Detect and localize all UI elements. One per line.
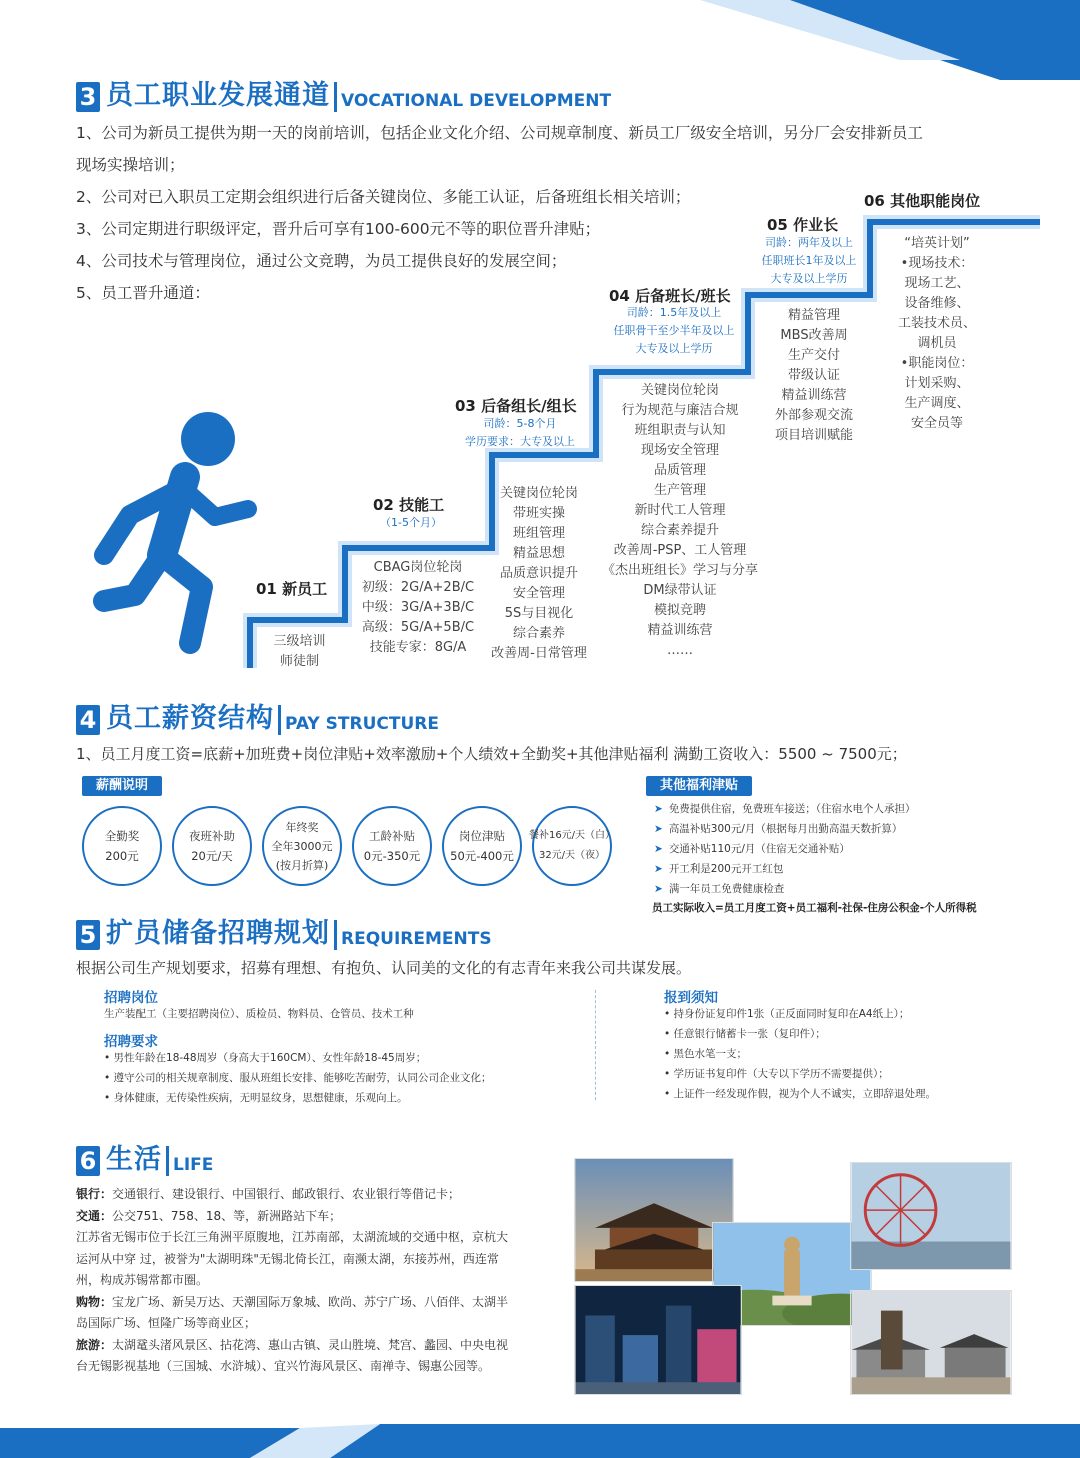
- bank-label: 银行：: [76, 1187, 113, 1201]
- stage-item: 安全管理: [512, 586, 565, 601]
- dashed-divider: [595, 990, 596, 1100]
- circle-line: 工龄补贴: [369, 829, 415, 843]
- s3-para-3: 3、公司定期进行职级评定，晋升后可享有100-600元不等的职位晋升津贴；: [76, 220, 601, 238]
- section5-title-cn: 扩员储备招聘规划: [106, 918, 330, 949]
- welfare-text: 交通补贴110元/月（住宿无交通补贴）: [668, 843, 850, 855]
- stage-item: •现场技术：: [900, 256, 974, 271]
- travel-text: 台无锡影视基地（三国城、水浒城）、宜兴竹海风景区、南禅寺、锡惠公园等。: [76, 1359, 491, 1373]
- stage-item: 计划采购、: [904, 376, 970, 391]
- section6-number: 6: [76, 1146, 100, 1176]
- stage-item: 高级：5G/A+5B/C: [361, 620, 475, 635]
- stage-01-title: 01 新员工: [256, 580, 328, 598]
- shop-text: 岛国际广场、恒隆广场等商业区；: [76, 1316, 257, 1330]
- circle-line: 32元/天（夜）: [538, 850, 606, 861]
- stage-03-list: [484, 484, 594, 664]
- section4-title-cn: 员工薪资结构: [106, 703, 274, 734]
- circle-line: 200元: [105, 849, 139, 863]
- welfare-item: [654, 839, 916, 859]
- stage-item: 中级：3G/A+3B/C: [361, 600, 475, 615]
- stage-item: 设备维修、: [904, 296, 970, 311]
- section4-title-en: PAY STRUCTURE: [285, 714, 439, 734]
- welfare-item: [654, 799, 916, 819]
- life-traffic: [76, 1206, 508, 1228]
- stage-01-list: [262, 632, 337, 672]
- s3-para-1b: 现场实操培训；: [76, 156, 185, 174]
- stage-item: MBS改善周: [780, 328, 848, 343]
- circle-line: 全年3000元: [271, 839, 333, 853]
- section6-title-en: LIFE: [173, 1155, 214, 1175]
- bank-text: 交通银行、建设银行、中国银行、邮政银行、农业银行等借记卡；: [112, 1187, 461, 1201]
- stage-item: 精益管理: [787, 308, 840, 323]
- salary-formula: 1、员工月度工资=底薪+加班费+岗位津贴+效率激励+个人绩效+全勤奖+其他津贴福利 满勤工资收入：5500 ~ 7500元；: [76, 745, 907, 763]
- requirement-item: • 遵守公司的相关规章制度、服从班组长安排、能够吃苦耐劳，认同公司企业文化；: [104, 1072, 492, 1084]
- travel-text: 太湖鼋头渚风景区、拈花湾、惠山古镇、灵山胜境、梵宫、蠡园、中央电视: [112, 1337, 509, 1352]
- stage-item: 初级：2G/A+2B/C: [361, 580, 475, 595]
- stage-item: 新时代工人管理: [634, 503, 726, 518]
- notice-item: • 学历证书复印件（大专以下学历不需要提供）；: [664, 1068, 889, 1080]
- welfare-item: [654, 819, 916, 839]
- life-bank: [76, 1184, 508, 1206]
- welfare-text: 免费提供住宿，免费班车接送；（住宿水电个人承担）: [668, 803, 916, 815]
- positions-heading: 招聘岗位: [104, 990, 158, 1006]
- stage-item: 关键岗位轮岗: [640, 383, 719, 398]
- salary-circle-seniority: [352, 806, 432, 886]
- stage-item: 精益训练营: [781, 388, 847, 403]
- photo-ferris-wheel: [850, 1162, 1012, 1270]
- stage-item: 品质管理: [653, 463, 706, 478]
- circle-line: 岗位津贴: [459, 829, 505, 843]
- stage-item: 改善周-PSP、工人管理: [613, 543, 747, 558]
- stage-item: 模拟竞聘: [653, 603, 706, 618]
- salary-circle-meal: [528, 806, 616, 886]
- stage-item: 带班实操: [512, 506, 565, 521]
- requirements-list: [104, 1048, 492, 1108]
- stage-02-sub: [380, 514, 442, 532]
- s3-para-2: 2、公司对已入职员工定期会组织进行后备关键岗位、多能工认证，后备班组长相关培训；: [76, 188, 691, 206]
- stage-item: 安全员等: [910, 416, 963, 431]
- stage-item: 生产管理: [653, 483, 706, 498]
- notice-item: • 黑色水笔一支；: [664, 1048, 748, 1060]
- shop-text: 宝龙广场、新吴万达、天潮国际万象城、欧尚、苏宁广场、八佰伴、太湖半: [112, 1294, 509, 1309]
- circle-line: 50元-400元: [450, 849, 514, 863]
- travel-label: 旅游：: [76, 1337, 113, 1352]
- stage-item: 关键岗位轮岗: [499, 486, 578, 501]
- bottom-decor: [0, 1408, 1080, 1458]
- circle-line: (按月折算): [275, 858, 329, 872]
- life-shop: [76, 1292, 508, 1314]
- recruit-intro: 根据公司生产规划要求，招募有理想、有抱负、认同美的文化的有志青年来我公司共谋发展。: [76, 959, 692, 977]
- stage-sub-line: 大专及以上学历: [635, 342, 713, 355]
- stage-item: 现场安全管理: [640, 443, 719, 458]
- stage-item: DM绿带认证: [643, 583, 717, 598]
- stage-03-sub: [455, 415, 585, 451]
- stage-item: 技能专家：8G/A: [369, 640, 467, 655]
- stage-item: 《杰出班组长》学习与分享: [601, 563, 758, 578]
- stage-sub-line: 任职班长1年及以上: [761, 254, 857, 267]
- stage-item: 三级培训: [273, 634, 326, 649]
- stage-item: 生产交付: [787, 348, 840, 363]
- stage-sub-line: 司龄：1.5年及以上: [626, 306, 722, 319]
- stage-item: 精益思想: [512, 546, 565, 561]
- traffic-text: 公交751、758、18、等，新洲路站下车；: [112, 1208, 342, 1223]
- welfare-tag: 其他福利津贴: [646, 776, 752, 796]
- circle-line: 夜班补助: [189, 829, 235, 843]
- stage-05-title: 05 作业长: [767, 216, 839, 234]
- circle-line: 全勤奖: [104, 829, 140, 843]
- shop-label: 购物：: [76, 1294, 113, 1309]
- stage-sub-line: 大专及以上学历: [770, 272, 848, 285]
- welfare-item: [654, 879, 916, 899]
- welfare-text: 开工利是200元开工红包: [668, 863, 784, 875]
- stage-sub-line: 任职骨干至少半年及以上: [613, 324, 735, 337]
- city-line: 运河从中穿 过，被誉为"太湖明珠"无锡北倚长江，南濒太湖，东接苏州，西连常: [76, 1251, 499, 1266]
- photo-temple: [574, 1158, 734, 1282]
- stage-item: 班组管理: [512, 526, 565, 541]
- salary-circle-night: [172, 806, 252, 886]
- welfare-list: [654, 799, 916, 899]
- section5-title-en: REQUIREMENTS: [341, 929, 492, 949]
- requirements-heading: 招聘要求: [104, 1034, 158, 1050]
- stage-item: •职能岗位：: [900, 356, 974, 371]
- stage-item: CBAG岗位轮岗: [373, 560, 463, 575]
- s3-para-1: 1、公司为新员工提供为期一天的岗前培训，包括企业文化介绍、公司规章制度、新员工厂级安全培训，另分厂会安排新员工: [76, 124, 923, 142]
- stage-item: 品质意识提升: [499, 566, 578, 581]
- stage-04-sub: [604, 304, 744, 358]
- circle-line: 年终奖: [285, 820, 319, 834]
- stage-item: 综合素养提升: [640, 523, 719, 538]
- requirement-item: • 身体健康，无传染性疾病，无明显纹身，思想健康，乐观向上。: [104, 1092, 408, 1104]
- welfare-text: 满一年员工免费健康检查: [668, 883, 785, 895]
- stage-04-title: 04 后备班长/班长: [609, 287, 731, 305]
- stage-item: 工装技术员、: [897, 316, 976, 331]
- stage-05-sub: [752, 234, 866, 288]
- city-line: 江苏省无锡市位于长江三角洲平原腹地，江苏南部，太湖流域的交通中枢，京杭大: [76, 1230, 509, 1244]
- divider: [166, 1146, 169, 1176]
- stage-05-list: [758, 306, 870, 446]
- stage-sub-line: 学历要求：大专及以上: [465, 435, 575, 448]
- notice-item: • 任意银行储蓄卡一张（复印件）；: [664, 1028, 826, 1040]
- life-travel: [76, 1335, 508, 1357]
- s3-para-4: 4、公司技术与管理岗位，通过公文竞聘，为员工提供良好的发展空间；: [76, 252, 567, 270]
- stage-04-list: [598, 381, 762, 661]
- photo-city-night: [574, 1285, 742, 1395]
- life-text: [76, 1184, 508, 1378]
- section6-title-cn: 生活: [106, 1144, 162, 1175]
- stage-item: 调机员: [917, 336, 957, 351]
- requirement-item: • 男性年龄在18-48周岁（身高大于160CM）、女性年龄18-45周岁；: [104, 1052, 427, 1064]
- divider: [278, 705, 281, 735]
- salary-circle-yearend: [262, 806, 342, 886]
- stage-item: 行为规范与廉洁合规: [621, 403, 739, 418]
- circle-line: 0元-350元: [363, 849, 421, 863]
- section4-heading: [76, 703, 439, 735]
- stage-item: 师徒制: [279, 654, 319, 669]
- salary-circle-attendance: [82, 806, 162, 886]
- stage-sub-line: 司龄：两年及以上: [765, 236, 853, 249]
- stage-item: 改善周-日常管理: [491, 646, 587, 661]
- stage-06-title: 06 其他职能岗位: [864, 192, 981, 210]
- circle-line: 餐补16元/天（白）: [528, 830, 616, 841]
- arrow-icon: ➤: [654, 843, 663, 855]
- stage-02-list: [352, 558, 484, 658]
- traffic-label: 交通：: [76, 1208, 113, 1223]
- arrow-icon: ➤: [654, 803, 663, 815]
- stage-item: 生产调度、: [904, 396, 970, 411]
- stage-item: 现场工艺、: [904, 276, 970, 291]
- welfare-item: [654, 859, 916, 879]
- salary-tag: 薪酬说明: [82, 776, 162, 796]
- notice-heading: 报到须知: [664, 990, 718, 1006]
- section3-number: 3: [76, 82, 100, 112]
- stage-03-title: 03 后备组长/组长: [455, 397, 577, 415]
- arrow-icon: ➤: [654, 863, 663, 875]
- stage-02-title: 02 技能工: [373, 496, 445, 514]
- actual-income: 员工实际收入=员工月度工资+员工福利-社保-住房公积金-个人所得税: [652, 902, 977, 914]
- s3-para-5: 5、员工晋升通道：: [76, 284, 210, 302]
- stage-sub-line: 司龄：5-8个月: [483, 417, 557, 430]
- section5-heading: [76, 918, 492, 950]
- stage-item: 班组职责与认知: [634, 423, 726, 438]
- stage-item: 外部参观交流: [774, 408, 853, 423]
- notice-item: • 持身份证复印件1张（正反面同时复印在A4纸上）；: [664, 1008, 910, 1020]
- stage-sub-line: （1-5个月）: [380, 516, 442, 529]
- section3-title-en: VOCATIONAL DEVELOPMENT: [341, 91, 612, 111]
- section5-number: 5: [76, 920, 100, 950]
- stage-06-list: [884, 234, 990, 434]
- welfare-text: 高温补贴300元/月（根据每月出勤高温天数折算）: [668, 823, 903, 835]
- stage-item: 精益训练营: [647, 623, 713, 638]
- divider: [334, 920, 337, 950]
- stage-item: ……: [667, 643, 693, 658]
- stage-item: 综合素养: [512, 626, 565, 641]
- notice-item: • 上证件一经发现作假，视为个人不诚实，立即辞退处理。: [664, 1088, 937, 1100]
- section3-title-cn: 员工职业发展通道: [106, 80, 330, 111]
- notice-list: [664, 1004, 936, 1104]
- salary-circle-position: [442, 806, 522, 886]
- section4-number: 4: [76, 705, 100, 735]
- arrow-icon: ➤: [654, 883, 663, 895]
- city-line: 州，构成苏锡常都市圈。: [76, 1273, 209, 1287]
- arrow-icon: ➤: [654, 823, 663, 835]
- stage-item: 项目培训赋能: [774, 428, 853, 443]
- positions-text: 生产装配工（主要招聘岗位）、质检员、物料员、仓管员、技术工种: [104, 1008, 414, 1020]
- stage-item: 带级认证: [787, 368, 840, 383]
- stage-item: “培英计划”: [904, 236, 970, 251]
- photo-ancient-town: [850, 1290, 1012, 1395]
- stage-item: 5S与目视化: [504, 606, 574, 621]
- circle-line: 20元/天: [191, 849, 233, 863]
- section6-heading: [76, 1144, 213, 1176]
